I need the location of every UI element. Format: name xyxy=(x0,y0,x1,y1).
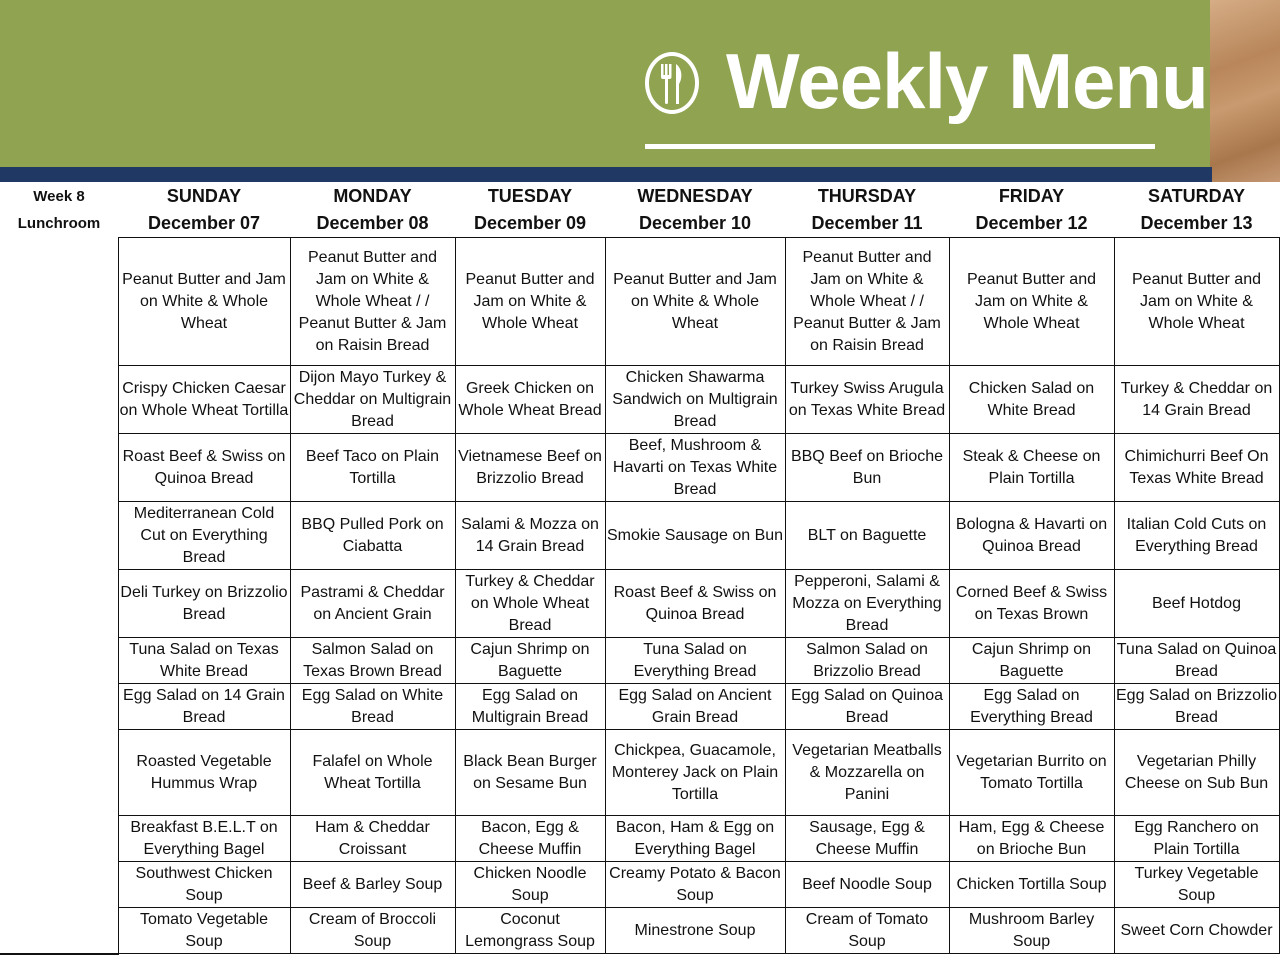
row-spacer xyxy=(0,570,118,638)
menu-item-saturday: Peanut Butter and Jam on White & Whole Wheat xyxy=(1114,238,1279,366)
menu-item-saturday: Turkey & Cheddar on 14 Grain Bread xyxy=(1114,366,1279,434)
day-name: SUNDAY xyxy=(166,186,242,206)
menu-item-sunday: Roast Beef & Swiss on Quinoa Bread xyxy=(118,434,290,502)
header-divider-band xyxy=(0,167,1212,182)
menu-item-saturday: Turkey Vegetable Soup xyxy=(1114,862,1279,908)
menu-item-tuesday: Salami & Mozza on 14 Grain Bread xyxy=(455,502,605,570)
menu-row xyxy=(0,638,1279,684)
menu-item-thursday: BLT on Baguette xyxy=(785,502,949,570)
menu-item-wednesday: Minestrone Soup xyxy=(605,908,785,954)
menu-item-monday: Ham & Cheddar Croissant xyxy=(290,816,455,862)
menu-item-thursday: Pepperoni, Salami & Mozza on Everything Bread xyxy=(785,570,949,638)
page-title: Weekly Menu xyxy=(726,37,1208,125)
menu-item-friday: Cajun Shrimp on Baguette xyxy=(949,638,1114,684)
day-date: December 07 xyxy=(147,213,261,233)
menu-item-saturday: Chimichurri Beef On Texas White Bread xyxy=(1114,434,1279,502)
menu-item-tuesday: Bacon, Egg & Cheese Muffin xyxy=(455,816,605,862)
menu-item-wednesday: Peanut Butter and Jam on White & Whole Wheat xyxy=(605,238,785,366)
menu-item-sunday: Tuna Salad on Texas White Bread xyxy=(118,638,290,684)
row-spacer xyxy=(0,816,118,862)
menu-item-sunday: Roasted Vegetable Hummus Wrap xyxy=(118,730,290,816)
menu-item-monday: Beef & Barley Soup xyxy=(290,862,455,908)
menu-item-thursday: Sausage, Egg & Cheese Muffin xyxy=(785,816,949,862)
menu-item-monday: Falafel on Whole Wheat Tortilla xyxy=(290,730,455,816)
row-spacer xyxy=(0,638,118,684)
menu-item-tuesday: Greek Chicken on Whole Wheat Bread xyxy=(455,366,605,434)
menu-item-friday: Vegetarian Burrito on Tomato Tortilla xyxy=(949,730,1114,816)
menu-item-wednesday: Tuna Salad on Everything Bread xyxy=(605,638,785,684)
day-date: December 11 xyxy=(811,213,923,233)
menu-item-tuesday: Turkey & Cheddar on Whole Wheat Bread xyxy=(455,570,605,638)
menu-item-tuesday: Chicken Noodle Soup xyxy=(455,862,605,908)
row-spacer xyxy=(0,908,118,954)
menu-item-sunday: Tomato Vegetable Soup xyxy=(118,908,290,954)
wood-texture-image xyxy=(1210,0,1280,182)
day-header-wednesday xyxy=(605,183,785,238)
row-spacer xyxy=(0,502,118,570)
menu-item-monday: Beef Taco on Plain Tortilla xyxy=(290,434,455,502)
day-date: December 13 xyxy=(1140,213,1253,233)
menu-item-saturday: Egg Ranchero on Plain Tortilla xyxy=(1114,816,1279,862)
menu-item-friday: Peanut Butter and Jam on White & Whole Wheat xyxy=(949,238,1114,366)
menu-item-sunday: Peanut Butter and Jam on White & Whole Wheat xyxy=(118,238,290,366)
menu-row xyxy=(0,862,1279,908)
week-label: Week 8 xyxy=(33,188,85,206)
fork-knife-icon xyxy=(645,52,699,114)
menu-item-friday: Ham, Egg & Cheese on Brioche Bun xyxy=(949,816,1114,862)
menu-item-saturday: Sweet Corn Chowder xyxy=(1114,908,1279,954)
menu-item-saturday: Tuna Salad on Quinoa Bread xyxy=(1114,638,1279,684)
day-name: TUESDAY xyxy=(487,186,573,206)
row-spacer xyxy=(0,730,118,816)
menu-item-monday: Pastrami & Cheddar on Ancient Grain xyxy=(290,570,455,638)
day-name: THURSDAY xyxy=(817,186,917,206)
row-spacer xyxy=(0,862,118,908)
menu-item-tuesday: Vietnamese Beef on Brizzolio Bread xyxy=(455,434,605,502)
menu-item-saturday: Italian Cold Cuts on Everything Bread xyxy=(1114,502,1279,570)
menu-item-tuesday: Coconut Lemongrass Soup xyxy=(455,908,605,954)
menu-item-thursday: Peanut Butter and Jam on White & Whole Wheat / / Peanut Butter & Jam on Raisin Bread xyxy=(785,238,949,366)
menu-item-monday: Dijon Mayo Turkey & Cheddar on Multigrain Bread xyxy=(290,366,455,434)
menu-item-wednesday: Chickpea, Guacamole, Monterey Jack on Plain Tortilla xyxy=(605,730,785,816)
location-label: Lunchroom xyxy=(17,215,101,233)
day-header-sunday xyxy=(118,183,290,238)
day-name: FRIDAY xyxy=(998,186,1065,206)
day-date: December 09 xyxy=(473,213,587,233)
menu-row xyxy=(0,570,1279,638)
menu-item-friday: Chicken Tortilla Soup xyxy=(949,862,1114,908)
menu-row xyxy=(0,816,1279,862)
menu-row xyxy=(0,502,1279,570)
day-header-friday xyxy=(949,183,1114,238)
menu-item-monday: Cream of Broccoli Soup xyxy=(290,908,455,954)
menu-item-friday: Steak & Cheese on Plain Tortilla xyxy=(949,434,1114,502)
menu-item-sunday: Southwest Chicken Soup xyxy=(118,862,290,908)
menu-item-thursday: BBQ Beef on Brioche Bun xyxy=(785,434,949,502)
menu-row xyxy=(0,684,1279,730)
menu-item-sunday: Crispy Chicken Caesar on Whole Wheat Tortilla xyxy=(118,366,290,434)
menu-table xyxy=(0,183,1280,955)
row-spacer xyxy=(0,684,118,730)
menu-row xyxy=(0,908,1279,954)
menu-row xyxy=(0,730,1279,816)
menu-item-wednesday: Egg Salad on Ancient Grain Bread xyxy=(605,684,785,730)
day-date: December 10 xyxy=(638,213,752,233)
menu-item-thursday: Egg Salad on Quinoa Bread xyxy=(785,684,949,730)
menu-item-sunday: Egg Salad on 14 Grain Bread xyxy=(118,684,290,730)
menu-item-thursday: Beef Noodle Soup xyxy=(785,862,949,908)
menu-item-wednesday: Bacon, Ham & Egg on Everything Bagel xyxy=(605,816,785,862)
day-name: MONDAY xyxy=(333,186,412,206)
menu-row xyxy=(0,366,1279,434)
row-spacer xyxy=(0,238,118,366)
menu-item-wednesday: Creamy Potato & Bacon Soup xyxy=(605,862,785,908)
menu-item-friday: Egg Salad on Everything Bread xyxy=(949,684,1114,730)
menu-item-friday: Chicken Salad on White Bread xyxy=(949,366,1114,434)
menu-item-sunday: Deli Turkey on Brizzolio Bread xyxy=(118,570,290,638)
menu-item-sunday: Mediterranean Cold Cut on Everything Bread xyxy=(118,502,290,570)
menu-item-thursday: Turkey Swiss Arugula on Texas White Bread xyxy=(785,366,949,434)
menu-item-tuesday: Egg Salad on Multigrain Bread xyxy=(455,684,605,730)
day-header-monday xyxy=(290,183,455,238)
day-header-thursday xyxy=(785,183,949,238)
menu-item-tuesday: Black Bean Burger on Sesame Bun xyxy=(455,730,605,816)
day-name: WEDNESDAY xyxy=(637,186,753,206)
menu-item-wednesday: Roast Beef & Swiss on Quinoa Bread xyxy=(605,570,785,638)
menu-item-thursday: Cream of Tomato Soup xyxy=(785,908,949,954)
day-header-tuesday xyxy=(455,183,605,238)
menu-item-friday: Corned Beef & Swiss on Texas Brown xyxy=(949,570,1114,638)
menu-item-tuesday: Peanut Butter and Jam on White & Whole Wheat xyxy=(455,238,605,366)
menu-item-wednesday: Chicken Shawarma Sandwich on Multigrain Bread xyxy=(605,366,785,434)
menu-item-monday: Peanut Butter and Jam on White & Whole Wheat / / Peanut Butter & Jam on Raisin Bread xyxy=(290,238,455,366)
menu-item-monday: Egg Salad on White Bread xyxy=(290,684,455,730)
day-name: SATURDAY xyxy=(1147,186,1245,206)
menu-item-saturday: Egg Salad on Brizzolio Bread xyxy=(1114,684,1279,730)
menu-item-monday: Salmon Salad on Texas Brown Bread xyxy=(290,638,455,684)
menu-item-sunday: Breakfast B.E.L.T on Everything Bagel xyxy=(118,816,290,862)
menu-row xyxy=(0,434,1279,502)
title-underline xyxy=(645,144,1155,149)
menu-item-wednesday: Beef, Mushroom & Havarti on Texas White Bread xyxy=(605,434,785,502)
menu-item-tuesday: Cajun Shrimp on Baguette xyxy=(455,638,605,684)
day-header-saturday xyxy=(1114,183,1279,238)
week-label-header xyxy=(0,183,118,238)
menu-item-wednesday: Smokie Sausage on Bun xyxy=(605,502,785,570)
menu-item-thursday: Salmon Salad on Brizzolio Bread xyxy=(785,638,949,684)
menu-item-friday: Mushroom Barley Soup xyxy=(949,908,1114,954)
row-spacer xyxy=(0,366,118,434)
menu-item-thursday: Vegetarian Meatballs & Mozzarella on Panini xyxy=(785,730,949,816)
menu-item-monday: BBQ Pulled Pork on Ciabatta xyxy=(290,502,455,570)
menu-item-saturday: Vegetarian Philly Cheese on Sub Bun xyxy=(1114,730,1279,816)
header-row xyxy=(0,183,1279,238)
menu-row xyxy=(0,238,1279,366)
day-date: December 08 xyxy=(316,213,429,233)
row-spacer xyxy=(0,434,118,502)
menu-item-friday: Bologna & Havarti on Quinoa Bread xyxy=(949,502,1114,570)
day-date: December 12 xyxy=(975,213,1088,233)
menu-item-saturday: Beef Hotdog xyxy=(1114,570,1279,638)
